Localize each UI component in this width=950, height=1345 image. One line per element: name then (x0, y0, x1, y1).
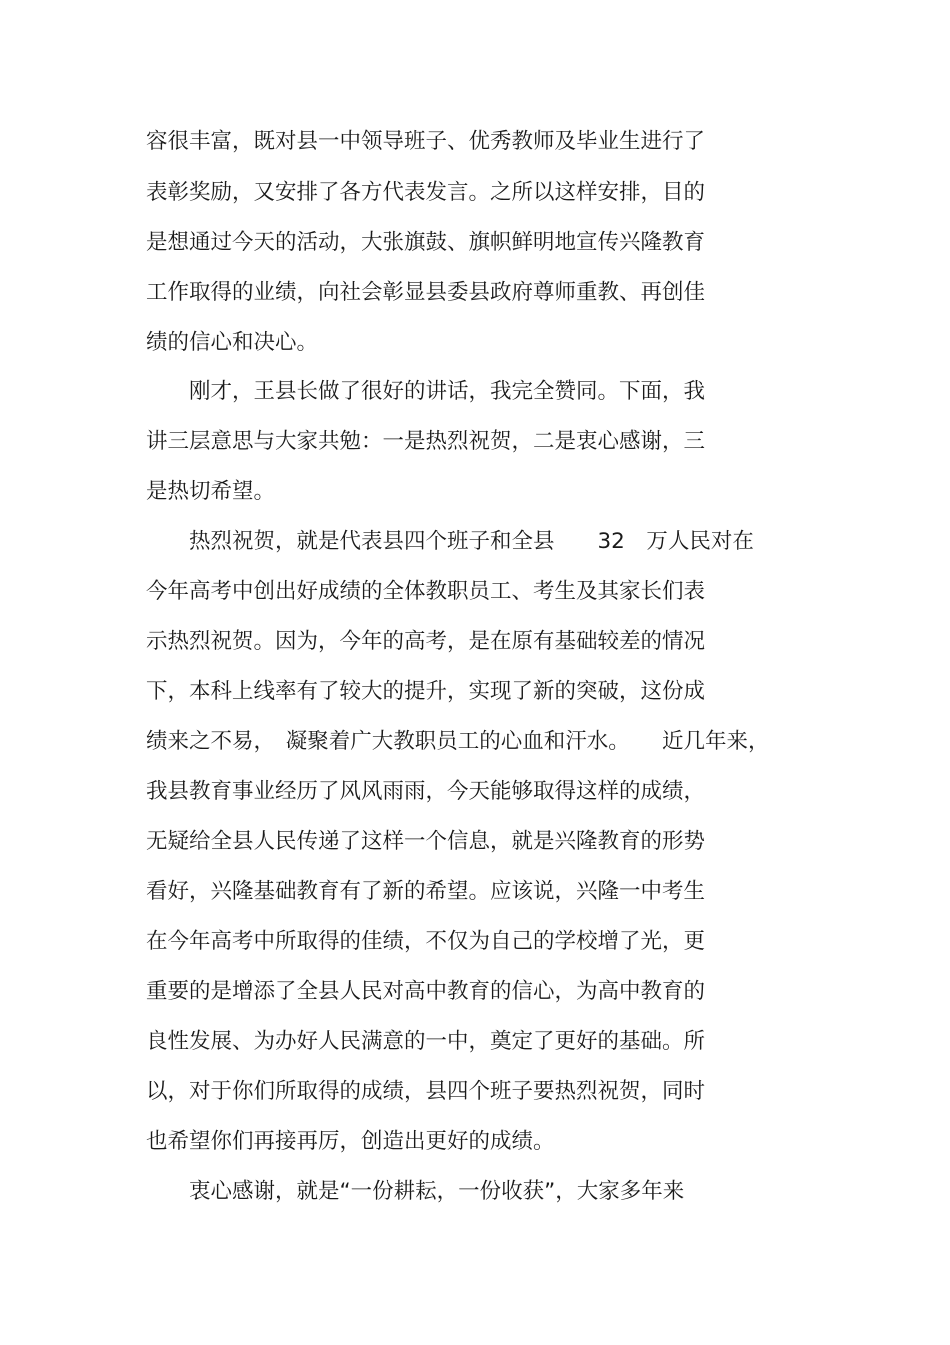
text-line: 表彰奖励，又安排了各方代表发言。之所以这样安排，目的 (146, 180, 706, 205)
text-line: 工作取得的业绩，向社会彰显县委县政府尊师重教、再创佳 (146, 280, 706, 305)
text-line: 我县教育事业经历了风风雨雨，今天能够取得这样的成绩， (146, 779, 706, 804)
text-line: 衷心感谢，就是“一份耕耘，一份收获”，大家多年来 (146, 1179, 685, 1204)
text-line: 以，对于你们所取得的成绩，县四个班子要热烈祝贺，同时 (146, 1079, 706, 1104)
text-line: 热烈祝贺，就是代表县四个班子和全县 32 万人民对在 (146, 529, 754, 554)
text-line: 容很丰富，既对县一中领导班子、优秀教师及毕业生进行了 (146, 129, 706, 154)
text-line: 刚才，王县长做了很好的讲话，我完全赞同。下面，我 (146, 379, 706, 404)
text-line: 在今年高考中所取得的佳绩，不仅为自己的学校增了光，更 (146, 929, 706, 954)
text-line: 下，本科上线率有了较大的提升，实现了新的突破，这份成 (146, 679, 706, 704)
text-line: 是想通过今天的活动，大张旗鼓、旗帜鲜明地宣传兴隆教育 (146, 230, 706, 255)
text-line: 也希望你们再接再厉，创造出更好的成绩。 (146, 1129, 555, 1154)
text-line: 示热烈祝贺。因为，今年的高考，是在原有基础较差的情况 (146, 629, 706, 654)
text-line: 讲三层意思与大家共勉：一是热烈祝贺，二是衷心感谢，三 (146, 429, 706, 454)
text-line: 重要的是增添了全县人民对高中教育的信心，为高中教育的 (146, 979, 706, 1004)
text-line: 良性发展、为办好人民满意的一中，奠定了更好的基础。所 (146, 1029, 706, 1054)
text-line: 是热切希望。 (146, 479, 276, 504)
text-line: 绩来之不易， 凝聚着广大教职员工的心血和汗水。 近几年来， (146, 729, 770, 754)
text-line: 绩的信心和决心。 (146, 330, 319, 355)
text-line: 看好，兴隆基础教育有了新的希望。应该说，兴隆一中考生 (146, 879, 706, 904)
text-line: 今年高考中创出好成绩的全体教职员工、考生及其家长们表 (146, 579, 706, 604)
text-line: 无疑给全县人民传递了这样一个信息，就是兴隆教育的形势 (146, 829, 706, 854)
